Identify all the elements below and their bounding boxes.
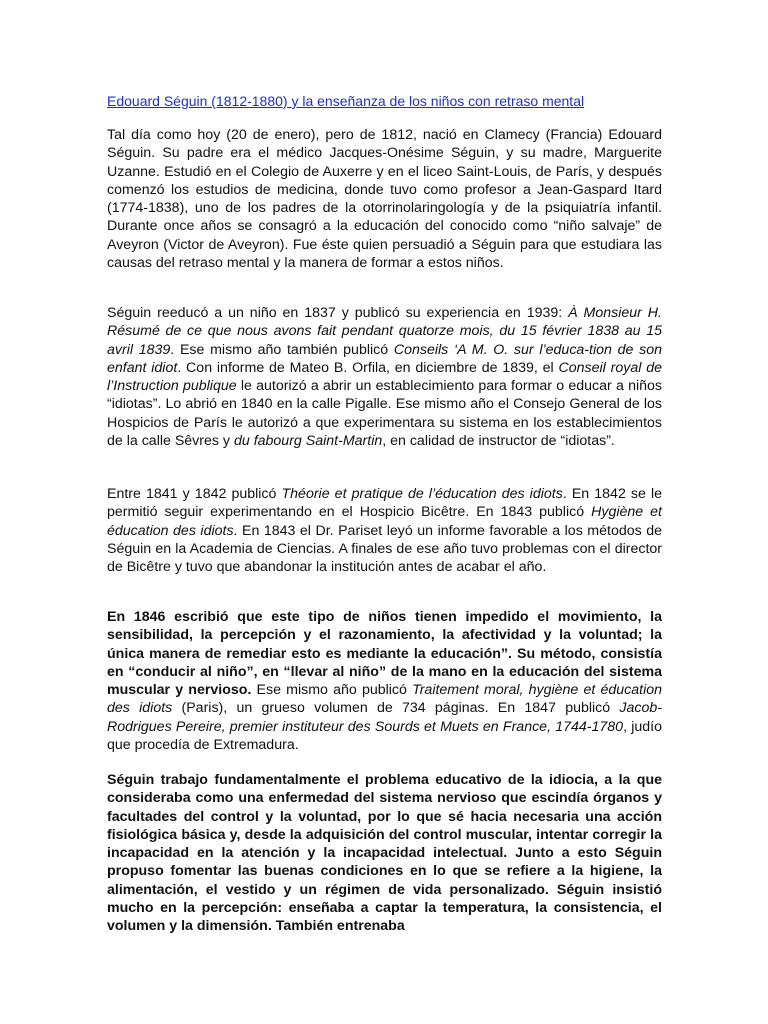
- paragraph-3: [107, 485, 662, 576]
- paragraph-4-text-b: Ese mismo año publicó: [251, 682, 413, 699]
- paragraph-3-text-e: . En 1843 el Dr. Pariset leyó un informe favorable a los métodos de Séguin en la Academia de Ciencias. A finales de ese año tuvo problemas con el director de Bicêtre y tuvo que abandonar la institución antes de acabar el año.: [107, 522, 662, 576]
- article-title-link[interactable]: Edouard Séguin (1812-1880) y la enseñanza de los niños con retraso mental: [107, 93, 585, 109]
- paragraph-2-text-i: , en calidad de instructor de “idiotas”.: [382, 433, 615, 450]
- paragraph-3-text-c: . En 1842 se le permitió seguir experimentando en el Hospicio Bicêtre. En 1843 publicó: [107, 486, 663, 521]
- paragraph-4: [107, 608, 662, 754]
- paragraph-2-italic-work-title: À Monsieur H. Résumé de ce que nous avons fait pendant quatorze mois, du 15 février 1838 au 15 avril 1839: [107, 305, 662, 358]
- paragraph-4-bold-text: En 1846 escribió que este tipo de niños tienen impedido el movimiento, la sensibilidad, la percepción y el razonamiento, la afectividad y la voluntad; la única manera de remediar esto es mediante la educación”. Su método, consistía en “conducir al niño”, en “llevar al niño” de la mano en la educación del sistema muscular y nervioso.: [107, 609, 662, 699]
- paragraph-2-text-c: . Ese mismo año también publicó: [170, 341, 394, 358]
- paragraph-2-text-e: . Con informe de Mateo B. Orfila, en diciembre de 1839, el: [177, 359, 559, 376]
- paragraph-3-italic-hygiene: Hygiène et éducation des idiots: [107, 504, 663, 539]
- paragraph-1: Tal día como hoy (20 de enero), pero de 1812, nació en Clamecy (Francia) Edouard Séguin. Su padre era el médico Jacques-Onésime Séguin, y su madre, Marguerite Uzanne. Estudió en el Colegio de Auxerre y en el liceo Saint-Louis, de París, y después comenzó los estudios de medicina, donde tuvo como profesor a Jean-Gaspard Itard (1774-1838), uno de los padres de la otorrinolaringología y de la psiquiatría infantil. Durante once años se consagró a la educación del conocido como “niño salvaje” de Aveyron (Victor de Aveyron). Fue éste quien persuadió a Séguin para que estudiara las causas del retraso mental y la manera de formar a estos niños.: [107, 127, 662, 272]
- paragraph-2-italic-conseils: Conseils ‘A M. O. sur l’educa-tion de son enfant idiot: [107, 341, 662, 376]
- paragraph-2-italic-fabourg: du fabourg Saint-Martin: [233, 433, 383, 450]
- paragraph-2-text-a: Séguin reeducó a un niño en 1837 y publicó su experiencia en 1939:: [107, 305, 569, 321]
- paragraph-4-italic-traitement: Traitement moral, hygiène et éducation des idiots: [107, 682, 662, 717]
- paragraph-4-text-d: (Paris), un grueso volumen de 734 páginas. En 1847 publicó: [172, 700, 620, 717]
- paragraph-3-text-a: Entre 1841 y 1842 publicó: [107, 486, 282, 502]
- paragraph-5: Séguin trabajo fundamentalmente el problema educativo de la idiocia, a la que consideraba como una enfermedad del sistema nervioso que escindía órganos y facultades del control y la voluntad, por lo que sé hacia necesaria una acción fisiológica básica y, desde la adquisición del control muscular, intentar corregir la incapacidad en la atención y la incapacidad intelectual. Junto a esto Séguin propuso fomentar las buenas condiciones en lo que se refiere a la higiene, la alimentación, el vestido y un régimen de vida personalizado. Séguin insistió mucho en la percepción: enseñaba a captar la temperatura, la consistencia, el volumen y la dimensión. También entrenaba: [107, 772, 662, 935]
- paragraph-2-text-g: le autorizó a abrir un establecimiento para formar o educar a niños “idiotas”. Lo abrió en 1840 en la calle Pigalle. Ese mismo año el Consejo General de los Hospicios de París le autorizó a que experimentara su sistema en los establecimientos de la calle Sêvres y: [107, 378, 662, 450]
- paragraph-2-italic-conseil-royal: Conseil royal de l’Instruction publique: [107, 359, 662, 395]
- paragraph-3-italic-theorie: Théorie et pratique de l’éducation des idiots: [281, 486, 563, 502]
- paragraph-4-text-f: , judío que procedía de Extremadura.: [107, 718, 662, 754]
- paragraph-2: [107, 304, 662, 450]
- paragraph-4-italic-pereire: Jacob-Rodrigues Pereire, premier instituteur des Sourds et Muets en France, 1744-1780: [107, 700, 663, 735]
